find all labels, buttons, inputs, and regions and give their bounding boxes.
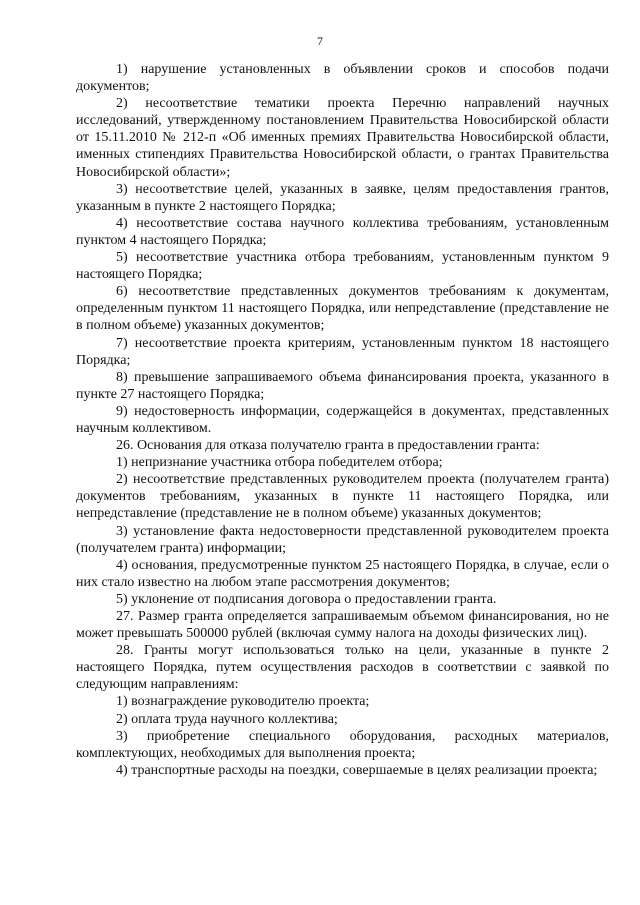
section-26-heading: 26. Основания для отказа получателю гранта в предоставлении гранта: xyxy=(116,438,540,454)
section-28-grant-usage: 28. Гранты могут использоваться только на цели, указанные в пункте 2 настоящего Порядка, путем осуществления расходов в соответствии с заявкой по следующим направлениям: xyxy=(76,643,609,693)
list-item-team-salary: 2) оплата труда научного коллектива; xyxy=(116,711,338,727)
document-body xyxy=(76,61,609,779)
list-item-team-mismatch: 4) несоответствие состава научного коллектива требованиям, установленным пунктом 4 настоящего Порядка; xyxy=(76,215,609,248)
list-item-leader-remuneration: 1) вознаграждение руководителю проекта; xyxy=(116,694,370,710)
list-item-topic-mismatch: 2) несоответствие тематики проекта Перечню направлений научных исследований, утвержденному постановлением Правительства Новосибирской области от 15.11.2010 № 212-п «Об именных премиях Правительства Новосибирской области, именных стипендиях Правительства Новосибирской области, о грантах Правительства Новосибирской области»; xyxy=(76,96,609,180)
section-27-grant-size: 27. Размер гранта определяется запрашиваемым объемом финансирования, но не может превышать 500000 рублей (включая сумму налога на доходы физических лиц). xyxy=(76,609,609,642)
list-item-grounds-point-25: 4) основания, предусмотренные пунктом 25 настоящего Порядка, в случае, если о них стало известно на любом этапе рассмотрения документов; xyxy=(76,557,609,590)
list-item-funding-excess: 8) превышение запрашиваемого объема финансирования проекта, указанного в пункте 27 настоящего Порядка; xyxy=(76,369,609,402)
list-item-goals-mismatch: 3) несоответствие целей, указанных в заявке, целям предоставления грантов, указанным в пункте 2 настоящего Порядка; xyxy=(76,181,609,214)
list-item-contract-evasion: 5) уклонение от подписания договора о предоставлении гранта. xyxy=(116,591,497,607)
list-item-not-winner: 1) непризнание участника отбора победителем отбора; xyxy=(116,455,443,471)
list-item-criteria-mismatch: 7) несоответствие проекта критериям, установленным пунктом 18 настоящего Порядка; xyxy=(76,335,609,368)
page-number: 7 xyxy=(317,34,323,48)
list-item-equipment-purchase: 3) приобретение специального оборудования, расходных материалов, комплектующих, необходимых для выполнения проекта; xyxy=(76,728,609,761)
list-item-false-information: 3) установление факта недостоверности представленной руководителем проекта (получателем гранта) информации; xyxy=(76,523,609,556)
list-item-violation-deadlines: 1) нарушение установленных в объявлении сроков и способов подачи документов; xyxy=(76,62,609,95)
list-item-grantee-documents-mismatch: 2) несоответствие представленных руководителем проекта (получателем гранта) документов требованиям, указанных в пункте 11 настоящего Порядка, или непредставление (представление не в полном объеме) указанных документов; xyxy=(76,472,609,522)
list-item-information-unreliable: 9) недостоверность информации, содержащейся в документах, представленных научным коллективом. xyxy=(76,403,609,436)
list-item-documents-mismatch: 6) несоответствие представленных документов требованиям к документам, определенным пунктом 11 настоящего Порядка, или непредставление (представление не в полном объеме) указанных документов; xyxy=(76,284,609,334)
list-item-transport-expenses: 4) транспортные расходы на поездки, совершаемые в целях реализации проекта; xyxy=(116,762,598,778)
list-item-participant-mismatch: 5) несоответствие участника отбора требованиям, установленным пунктом 9 настоящего Порядка; xyxy=(76,250,609,283)
